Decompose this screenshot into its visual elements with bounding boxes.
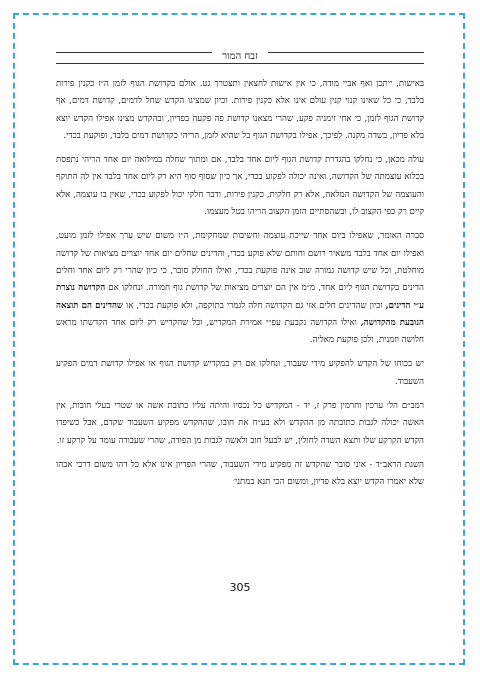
paragraph-3-middle: וכיון שהדינים חלים אזי גם הקדושה חלה לגמרי בתוקפה, ולא פוקעת בכדי, או	[123, 300, 386, 311]
paragraph-3-start: סברה האומר, שאפילו ביום אחד שייכת עוצמה וחשיבות שמחקימת, ה״ז משום שיש ערך אפילו לזמן מועט, ואפילו יום אחד בלבד משאיר רושם וחותם שלא פוקע בכדי, והדינים שחלים יום אחד יוצרים מציאות של קדושה מוחלטת, וכל שיש קדושה גמורה שוב אינה פוקעת בכדי, ואילו החולק סובר, כי כיון שהרי רק ליום אחד וחלים הדינים בקדושת הגוף ליום אחד, מ״מ אין הם יוצרים מציאות של קדושת גוף חמורה. ונחלקו אם	[56, 231, 424, 294]
body-text	[56, 76, 424, 499]
page-number: 305	[229, 581, 251, 594]
bold-phrase-2: שהדינים הם תוצאה הנובעת מהקדושה,	[56, 300, 424, 328]
paragraph-3	[56, 228, 424, 349]
bold-phrase-1: הקדושה נוצרת ע״י הדינים,	[56, 283, 424, 311]
paragraph-4: יש בכוחו של הקדש להפקיע מידי שעבוד, ונחלקו אם רק במקדיש קדושת הגוף או אפילו קדושת דמים הפקיע השעבוד.	[56, 359, 424, 387]
paragraph-3-end: ואילו הקדושה נקבעת עפ״י אמירת המקדיש, וכל שהקדיש רק ליום אחד הקדשתו מראש חלושה וזמנית, ולכן פוקעת מאליה.	[56, 317, 424, 346]
header-rule-bottom	[56, 63, 424, 64]
paragraph-5: רמב״ם הל׳ ערכין וחרמין פרק ז, יד - המקדיש כל נכסיו והיתה עליו כתובת אשה או שטרי בעלי חובות, אין האשה יכולה לגבות כתובתה מן ההקדש ולא בע״ח את חובו, שההקדש מפקיע השעבוד שקדם, אבל כשיפדו הקדש הקרקע שלו ותצא השדה לחולין, יש לבעל חוב ולאשה לגבות מן הפודה, שהרי שעבודה עומד על קרקע זו.	[56, 401, 424, 446]
running-header	[56, 44, 424, 64]
paragraph-6: השגת הראב״ד - איני סובר שהקדש זה מפקיע מידי השעבוד, שהרי הפדיון אינו אלא כל דהו משום דרבי אבהו שלא יאמרו הקדש יוצא בלא פדיון, ומשום הכי תנא במתני׳	[56, 459, 424, 488]
header-title: זבח המור	[212, 50, 268, 64]
paragraph-2: עולה מכאן, כי נחלקו בהגדרת קדושת הגוף ליום אחד בלבד, אם ומתוך שחלה במילואה יום אחד הריהי נתפסת בכלוא עוצמתה של הקדושה, ואינה יכולה לפקוע בכדי, אך כיון שסוף סוף היא רק ליום אחד בלבד אין לה התוקף והעוצמה של הקדושה המלאה, אלא רק חלקית, כקנין פירות, ודבר חלקי יכול לפקוע בכדי, שאין בו עוצמה, אלא קיים רק כפי הקצוב לו, ובשהסתיים הזמן הקצוב הריהו בטל מעצמו.	[56, 155, 424, 218]
paragraph-1: באישות, ייתכן ואף אביי מודה, כי אין אישות לחצאין ותצטרך גט. אולם בקדושת הגוף לזמן ה״ז כקנין פירות בלבד, כי כל שאינו קנוי קנין עולם אינו אלא כקנין פירות. וכיון שמציגו הקדש שחל לדמים, קדושת דמים, אף קדושת הגוף לזמן, כי אחי זימניה פקע, שהרי מצאנו קדושת פה פקעה בפדיון, ובהקדש מצינו אפילו הקדש יוצא בלא פדיון, בשדה מקנה. לפיכך, אפילו בקדושת הגוף כל שהיא לזמן, הריהי כקדושת דמים בלבד, ופוקעת בכדי.	[56, 79, 424, 141]
